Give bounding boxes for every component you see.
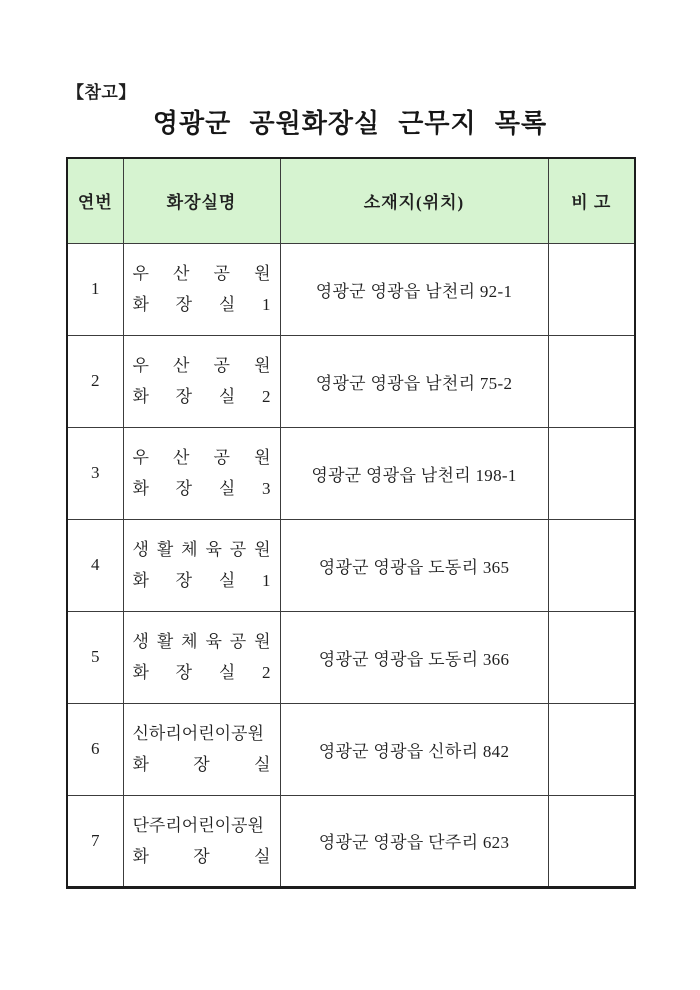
table-header-row: [67, 158, 635, 243]
row-number: 7: [67, 795, 123, 887]
location-cell: 영광군 영광읍 도동리 366: [280, 611, 548, 703]
note-cell: [548, 519, 635, 611]
note-cell: [548, 243, 635, 335]
toilet-name-line1: 우 산 공 원: [132, 356, 271, 375]
note-cell: [548, 611, 635, 703]
table-row: [67, 243, 635, 335]
toilet-name-line2: 화 장 실 2: [132, 663, 271, 682]
toilet-name-cell: [123, 427, 280, 519]
location-cell: 영광군 영광읍 단주리 623: [280, 795, 548, 887]
restroom-list-table: [66, 157, 636, 889]
toilet-name-line2: 화 장 실: [132, 755, 271, 774]
header-note: 비 고: [548, 158, 635, 243]
header-name: 화장실명: [123, 158, 280, 243]
row-number: 1: [67, 243, 123, 335]
row-number: 5: [67, 611, 123, 703]
toilet-name-cell: [123, 795, 280, 887]
table-row: [67, 519, 635, 611]
toilet-name-cell: [123, 519, 280, 611]
toilet-name-line1: 신하리어린이공원: [132, 724, 264, 743]
toilet-name-line1: 우 산 공 원: [132, 448, 271, 467]
location-cell: 영광군 영광읍 남천리 75-2: [280, 335, 548, 427]
table-row: [67, 703, 635, 795]
note-cell: [548, 795, 635, 887]
toilet-name-cell: [123, 243, 280, 335]
table-row: [67, 335, 635, 427]
toilet-name-line2: 화 장 실 1: [132, 571, 271, 590]
note-cell: [548, 335, 635, 427]
location-cell: 영광군 영광읍 신하리 842: [280, 703, 548, 795]
row-number: 6: [67, 703, 123, 795]
toilet-name-cell: [123, 611, 280, 703]
reference-label: 【참고】: [67, 83, 136, 102]
header-location: 소재지(위치): [280, 158, 548, 243]
toilet-name-line1: 생 활 체 육 공 원: [132, 540, 271, 559]
location-cell: 영광군 영광읍 남천리 198-1: [280, 427, 548, 519]
location-cell: 영광군 영광읍 도동리 365: [280, 519, 548, 611]
toilet-name-line1: 우 산 공 원: [132, 264, 271, 283]
toilet-name-line2: 화 장 실 2: [132, 387, 271, 406]
toilet-name-line1: 단주리어린이공원: [132, 815, 264, 835]
toilet-name-cell: [123, 703, 280, 795]
toilet-name-line1: 생 활 체 육 공 원: [132, 632, 271, 651]
toilet-name-line2: 화 장 실: [132, 846, 271, 866]
note-cell: [548, 703, 635, 795]
page-title: 영광군 공원화장실 근무지 목록: [152, 108, 548, 138]
location-cell: 영광군 영광읍 남천리 92-1: [280, 243, 548, 335]
header-no: 연번: [67, 158, 123, 243]
table-row: [67, 427, 635, 519]
toilet-name-cell: [123, 335, 280, 427]
note-cell: [548, 427, 635, 519]
row-number: 2: [67, 335, 123, 427]
toilet-name-line2: 화 장 실 3: [132, 479, 271, 498]
toilet-name-line2: 화 장 실 1: [132, 295, 271, 314]
row-number: 4: [67, 519, 123, 611]
table-row: [67, 795, 635, 887]
table-row: [67, 611, 635, 703]
row-number: 3: [67, 427, 123, 519]
